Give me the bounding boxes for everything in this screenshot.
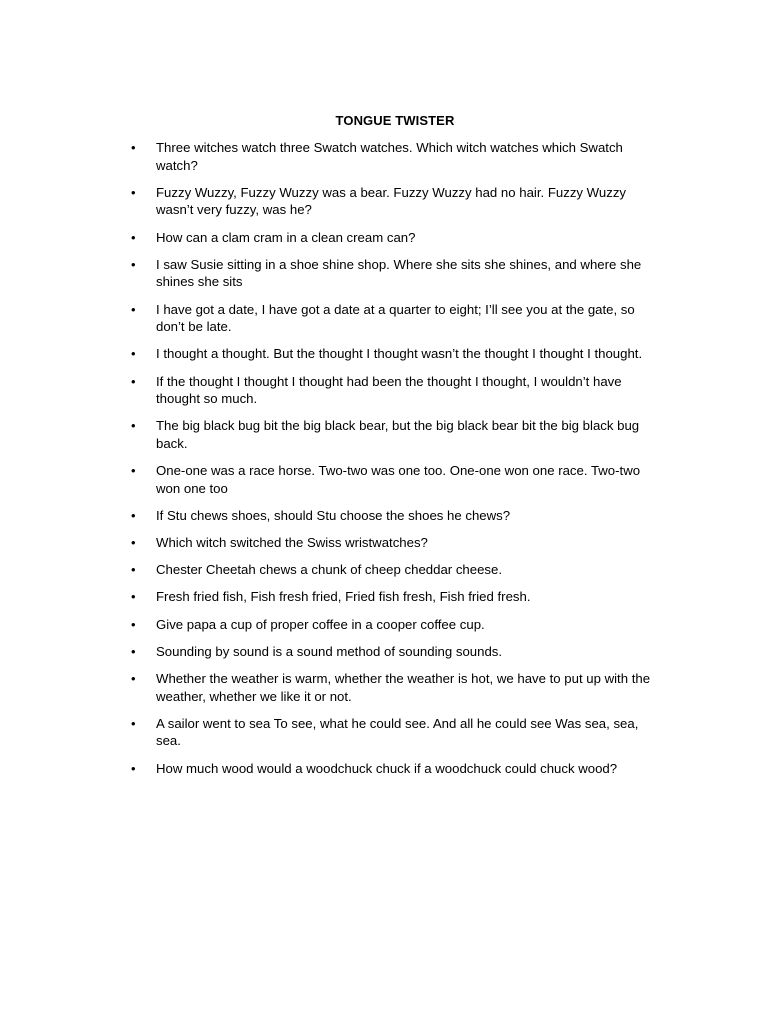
list-item-text: I thought a thought. But the thought I thought wasn’t the thought I thought I thought. — [156, 346, 643, 362]
bullet-icon: • — [131, 535, 136, 551]
list-item — [131, 561, 657, 579]
list-item — [131, 373, 657, 408]
bullet-icon: • — [131, 589, 136, 605]
bullet-icon: • — [131, 346, 136, 362]
bullet-icon: • — [131, 256, 136, 272]
bullet-icon: • — [131, 373, 136, 389]
document-title: TONGUE TWISTER — [335, 113, 455, 128]
list-item — [131, 256, 657, 291]
list-item — [131, 345, 657, 363]
bullet-icon: • — [131, 229, 136, 245]
list-item — [131, 616, 657, 634]
bullet-icon: • — [131, 715, 136, 731]
list-item-text: How can a clam cram in a clean cream can? — [156, 229, 416, 245]
bullet-icon: • — [131, 301, 136, 317]
list-item — [131, 643, 657, 661]
list-item-text: I have got a date, I have got a date at a quarter to eight; I’ll see you at the gate, so don’t be late. — [156, 301, 635, 335]
list-item — [131, 139, 657, 174]
list-item — [131, 184, 657, 219]
list-item-text: Chester Cheetah chews a chunk of cheep cheddar cheese. — [156, 562, 503, 578]
bullet-icon: • — [131, 507, 136, 523]
bullet-icon: • — [131, 643, 136, 659]
list-item — [131, 760, 657, 778]
list-item-text: If the thought I thought I thought had been the thought I thought, I wouldn’t have thought so much. — [156, 373, 622, 407]
list-item — [131, 507, 657, 525]
bullet-icon: • — [131, 418, 136, 434]
bullet-icon: • — [131, 184, 136, 200]
list-item-text: Fresh fried fish, Fish fresh fried, Fried fish fresh, Fish fried fresh. — [156, 589, 531, 605]
bullet-icon: • — [131, 670, 136, 686]
list-item-text: Three witches watch three Swatch watches. Which witch watches which Swatch watch? — [156, 140, 623, 173]
list-item-text: Whether the weather is warm, whether the weather is hot, we have to put up with the weather, whether we like it or not. — [156, 670, 651, 704]
list-item — [131, 715, 657, 750]
list-item-text: Fuzzy Wuzzy, Fuzzy Wuzzy was a bear. Fuzzy Wuzzy had no hair. Fuzzy Wuzzy wasn’t very fuzzy, was he? — [156, 184, 627, 218]
list-item-text: A sailor went to sea To see, what he could see. And all he could see Was sea, sea, sea. — [156, 715, 639, 749]
list-item-text: Sounding by sound is a sound method of sounding sounds. — [156, 643, 503, 659]
bullet-icon: • — [131, 616, 136, 632]
bullet-icon: • — [131, 463, 136, 479]
list-item — [131, 534, 657, 552]
list-item-text: Give papa a cup of proper coffee in a cooper coffee cup. — [156, 616, 485, 632]
list-item — [131, 588, 657, 606]
list-item — [131, 462, 657, 497]
tongue-twister-list — [131, 139, 657, 787]
list-item-text: I saw Susie sitting in a shoe shine shop. Where she sits she shines, and where she shines she sits — [156, 256, 642, 290]
list-item-text: One-one was a race horse. Two-two was one too. One-one won one race. Two-two won one too — [156, 463, 641, 496]
bullet-icon: • — [131, 562, 136, 578]
list-item-text: How much wood would a woodchuck chuck if a woodchuck could chuck wood? — [156, 760, 618, 776]
list-item — [131, 417, 657, 452]
bullet-icon: • — [131, 760, 136, 776]
list-item — [131, 229, 657, 247]
list-item — [131, 301, 657, 336]
list-item-text: If Stu chews shoes, should Stu choose the shoes he chews? — [156, 507, 511, 523]
list-item-text: Which witch switched the Swiss wristwatches? — [156, 535, 428, 551]
bullet-icon: • — [131, 140, 136, 155]
list-item — [131, 670, 657, 705]
list-item-text: The big black bug bit the big black bear, but the big black bear bit the big black bug back. — [156, 418, 640, 451]
